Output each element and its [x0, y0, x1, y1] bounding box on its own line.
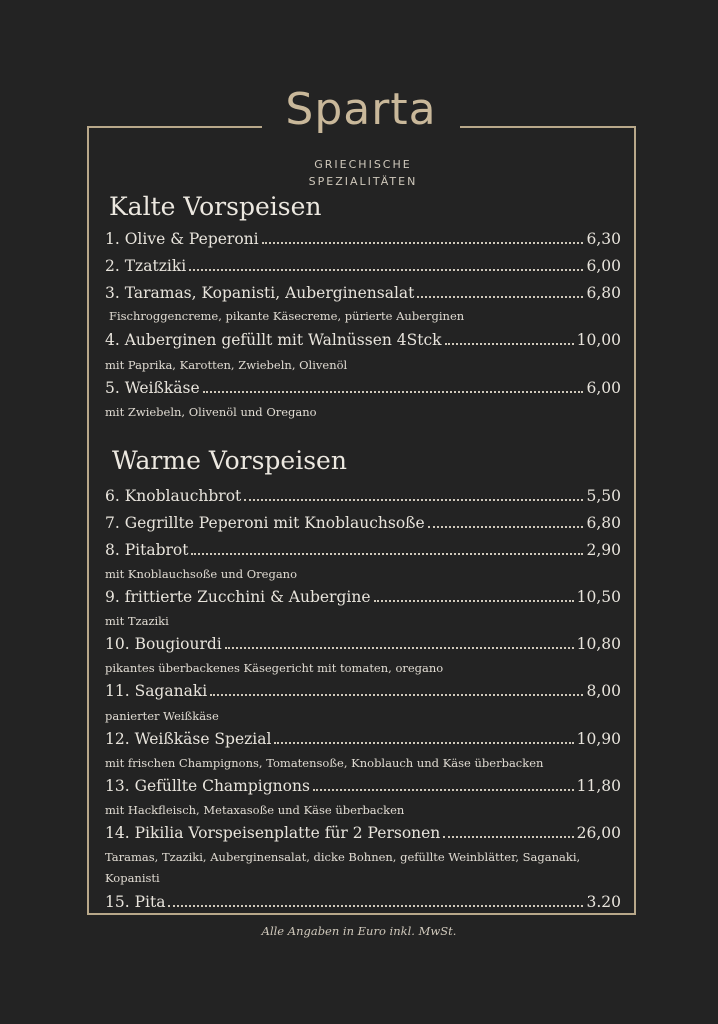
menu-item	[105, 634, 621, 654]
dot-leader	[374, 600, 574, 602]
item-name: 15. Pita	[105, 893, 166, 911]
dot-leader	[203, 391, 584, 393]
menu-item	[105, 378, 621, 398]
item-name: 7. Gegrillte Peperoni mit Knoblauchsoße	[105, 514, 425, 532]
item-price: 6,80	[586, 514, 621, 532]
menu-item	[105, 540, 621, 560]
item-description: Fischroggencreme, pikante Käsecreme, pürierte Auberginen	[109, 309, 465, 323]
restaurant-subtitle	[263, 156, 463, 190]
section-title-warm: Warme Vorspeisen	[112, 446, 347, 475]
item-name: 11. Saganaki	[105, 682, 208, 700]
item-name: 13. Gefüllte Champignons	[105, 777, 310, 795]
restaurant-title: Sparta	[285, 84, 437, 135]
dot-leader	[244, 499, 583, 501]
item-description: panierter Weißkäse	[105, 709, 219, 723]
item-name: 4. Auberginen gefüllt mit Walnüssen 4Stck	[105, 331, 442, 349]
item-description: mit Knoblauchsoße und Oregano	[105, 567, 298, 581]
menu-item	[105, 229, 621, 249]
footer-note: Alle Angaben in Euro inkl. MwSt.	[261, 924, 457, 938]
menu-item	[105, 513, 621, 533]
menu-item	[105, 729, 621, 749]
dot-leader	[443, 836, 573, 838]
item-name: 8. Pitabrot	[105, 541, 189, 559]
item-price: 11,80	[576, 777, 621, 795]
item-price: 26,00	[576, 824, 621, 842]
dot-leader	[210, 694, 583, 696]
item-price: 6,30	[586, 230, 621, 248]
item-price: 6,80	[586, 284, 621, 302]
item-price: 5,50	[586, 487, 621, 505]
item-description: mit frischen Champignons, Tomatensoße, Knoblauch und Käse überbacken	[105, 756, 544, 770]
dot-leader	[445, 343, 574, 345]
item-description: Kopanisti	[105, 871, 160, 885]
menu-item	[105, 823, 621, 843]
subtitle-line-1: GRIECHISCHE	[314, 158, 412, 171]
item-description: mit Zwiebeln, Olivenöl und Oregano	[105, 405, 317, 419]
item-description: Taramas, Tzaziki, Auberginensalat, dicke Bohnen, gefüllte Weinblätter, Saganaki,	[105, 850, 581, 864]
item-price: 2,90	[586, 541, 621, 559]
item-price: 10,00	[576, 331, 621, 349]
dot-leader	[225, 647, 574, 649]
item-description: mit Hackfleisch, Metaxasoße und Käse überbacken	[105, 803, 405, 817]
menu-item	[105, 486, 621, 506]
subtitle-line-2: SPEZIALITÄTEN	[308, 175, 418, 188]
menu-item	[105, 587, 621, 607]
menu-item	[105, 776, 621, 796]
item-name: 6. Knoblauchbrot	[105, 487, 242, 505]
dot-leader	[168, 905, 583, 907]
item-description: mit Paprika, Karotten, Zwiebeln, Olivenöl	[105, 358, 348, 372]
item-price: 6,00	[586, 257, 621, 275]
item-price: 3.20	[586, 893, 621, 911]
dot-leader	[274, 742, 573, 744]
menu-item	[105, 681, 621, 701]
item-price: 10,90	[576, 730, 621, 748]
dot-leader	[262, 242, 584, 244]
item-name: 14. Pikilia Vorspeisenplatte für 2 Personen	[105, 824, 441, 842]
dot-leader	[417, 296, 583, 298]
item-price: 10,50	[576, 588, 621, 606]
item-name: 5. Weißkäse	[105, 379, 200, 397]
item-name: 2. Tzatziki	[105, 257, 187, 275]
menu-item	[105, 330, 621, 350]
dot-leader	[428, 526, 584, 528]
menu-item	[105, 892, 621, 912]
menu-item	[105, 283, 621, 303]
item-description: mit Tzaziki	[105, 614, 169, 628]
item-price: 8,00	[586, 682, 621, 700]
dot-leader	[313, 789, 574, 791]
dot-leader	[189, 269, 583, 271]
menu-item	[105, 256, 621, 276]
item-name: 3. Taramas, Kopanisti, Auberginensalat	[105, 284, 415, 302]
item-name: 10. Bougiourdi	[105, 635, 222, 653]
item-name: 1. Olive & Peperoni	[105, 230, 259, 248]
item-price: 10,80	[576, 635, 621, 653]
item-description: pikantes überbackenes Käsegericht mit tomaten, oregano	[105, 661, 444, 675]
dot-leader	[191, 553, 583, 555]
item-name: 9. frittierte Zucchini & Aubergine	[105, 588, 371, 606]
section-title-cold: Kalte Vorspeisen	[109, 192, 322, 221]
item-name: 12. Weißkäse Spezial	[105, 730, 272, 748]
item-price: 6,00	[586, 379, 621, 397]
